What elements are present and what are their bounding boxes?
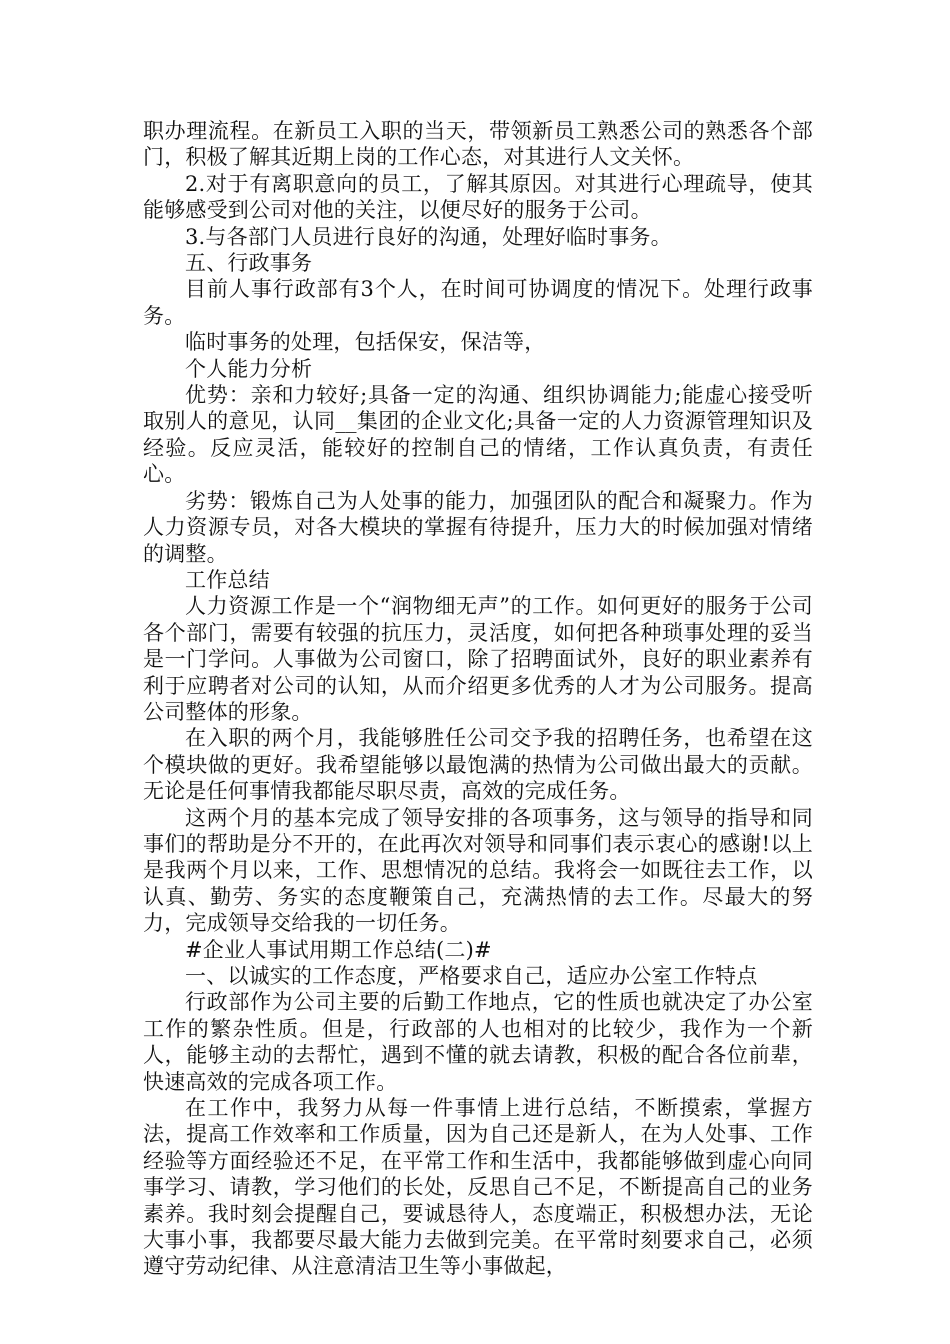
- section-heading: 一、以诚实的工作态度，严格要求自己，适应办公室工作特点: [185, 964, 758, 988]
- section-heading: 个人能力分析: [185, 356, 313, 381]
- paragraph: 目前人事行政部有3个人，在时间可协调度的情况下。处理行政事务。: [143, 277, 813, 328]
- paragraph: 2.对于有离职意向的员工，了解其原因。对其进行心理疏导，使其能够感受到公司对他的关注，以便尽好的服务于公司。: [143, 171, 813, 223]
- document-page: [143, 118, 813, 1280]
- paragraph: 在工作中，我努力从每一件事情上进行总结，不断摸索，掌握方法，提高工作效率和工作质量，因为自己还是新人，在为人处事、工作经验等方面经验还不足，在平常工作和生活中，我都能够做到虚心向同事学习、请教，学习他们的长处，反思自己不足，不断提高自己的业务素养。我时刻会提醒自己，要诚恳待人，态度端正，积极想办法，无论大事小事，我都要尽最大能力去做到完美。在平常时刻要求自己，必须遵守劳动纪律、从注意清洁卫生等小事做起，: [143, 1096, 813, 1279]
- paragraph: 临时事务的处理，包括保安，保洁等，: [185, 330, 546, 355]
- paragraph: 人力资源工作是一个“润物细无声”的工作。如何更好的服务于公司各个部门，需要有较强的抗压力，灵活度，如何把各种琐事处理的妥当是一门学问。人事做为公司窗口，除了招聘面试外，良好的职业素养有利于应聘者对公司的认知，从而介绍更多优秀的人才为公司服务。提高公司整体的形象。: [143, 594, 813, 724]
- paragraph: 行政部作为公司主要的后勤工作地点，它的性质也就决定了办公室工作的繁杂性质。但是，行政部的人也相对的比较少，我作为一个新人，能够主动的去帮忙，遇到不懂的就去请教，积极的配合各位前辈，快速高效的完成各项工作。: [143, 990, 813, 1094]
- paragraph: 这两个月的基本完成了领导安排的各项事务，这与领导的指导和同事们的帮助是分不开的，在此再次对领导和同事们表示衷心的感谢!以上是我两个月以来，工作、思想情况的总结。我将会一如既往去工作，以认真、勤劳、务实的态度鞭策自己，充满热情的去工作。尽最大的努力，完成领导交给我的一切任务。: [143, 805, 813, 936]
- document-subtitle: #企业人事试用期工作总结(二)#: [185, 937, 492, 962]
- section-heading: 五、行政事务: [185, 251, 313, 276]
- paragraph-continued: 职办理流程。在新员工入职的当天，带领新员工熟悉公司的熟悉各个部门，积极了解其近期上岗的工作心态，对其进行人文关怀。: [143, 119, 813, 170]
- paragraph: 在入职的两个月，我能够胜任公司交予我的招聘任务，也希望在这个模块做的更好。我希望能够以最饱满的热情为公司做出最大的贡献。无论是任何事情我都能尽职尽责，高效的完成任务。: [143, 726, 813, 804]
- paragraph: 劣势：锻炼自己为人处事的能力，加强团队的配合和凝聚力。作为人力资源专员，对各大模块的掌握有待提升，压力大的时候加强对情绪的调整。: [143, 488, 813, 566]
- section-heading: 工作总结: [185, 567, 270, 592]
- paragraph: 优势：亲和力较好;具备一定的沟通、组织协调能力;能虚心接受听取别人的意见，认同__集团的企业文化;具备一定的人力资源管理知识及经验。反应灵活，能较好的控制自己的情绪，工作认真负责，有责任心。: [143, 383, 813, 487]
- paragraph: 3.与各部门人员进行良好的沟通，处理好临时事务。: [185, 224, 672, 249]
